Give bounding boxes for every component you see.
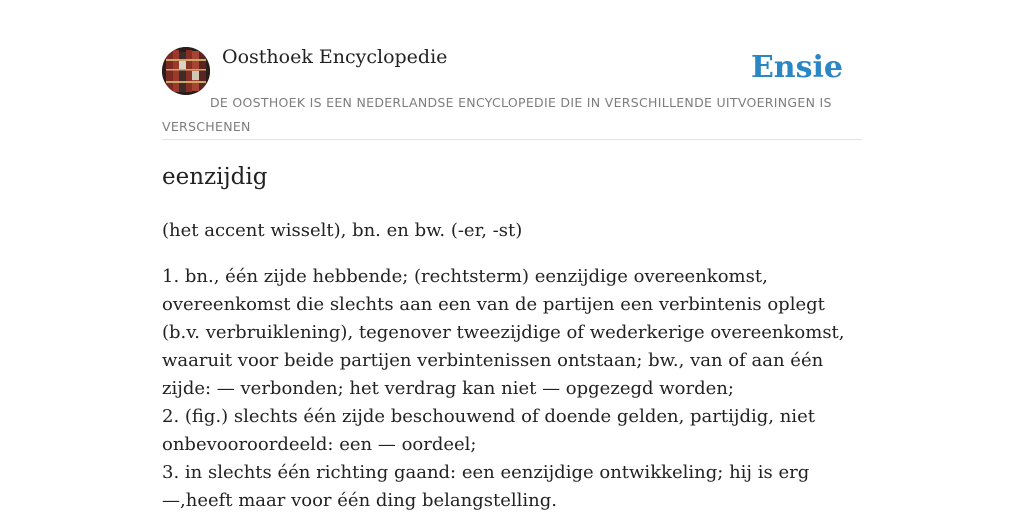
page-container — [162, 0, 862, 511]
definition-1: 1. bn., één zijde hebbende; (rechtsterm) eenzijdige overeenkomst, overeenkomst die slechts aan een van de partijen een verbintenis oplegt (b.v. verbruiklening), tegenover tweezijdige of wederkerige overeenkomst, waaruit voor beide partijen verbintenissen ontstaan; bw., van of aan één zijde: — verbonden; het verdrag kan niet — opgezegd worden; — [162, 266, 845, 399]
book-spines-icon[interactable] — [162, 47, 210, 95]
site-title[interactable]: Oosthoek Encyclopedie — [222, 46, 448, 68]
definition-3: 3. in slechts één richting gaand: een eenzijdige ontwikkeling; hij is erg —,heeft maar voor één ding belangstelling. — [162, 462, 810, 511]
definition-2: 2. (fig.) slechts één zijde beschouwend of doende gelden, partijdig, niet onbevooroordeeld: een — oordeel; — [162, 406, 815, 455]
entry-headword: eenzijdig — [162, 164, 268, 190]
brand-logo[interactable]: Ensie — [750, 50, 843, 85]
site-tagline: DE OOSTHOEK IS EEN NEDERLANDSE ENCYCLOPEDIE DIE IN VERSCHILLENDE UITVOERINGEN IS VERSCHENEN — [162, 95, 832, 134]
entry-grammar: (het accent wisselt), bn. en bw. (-er, -st) — [162, 220, 523, 241]
header — [162, 0, 862, 140]
entry-definitions — [162, 263, 868, 512]
